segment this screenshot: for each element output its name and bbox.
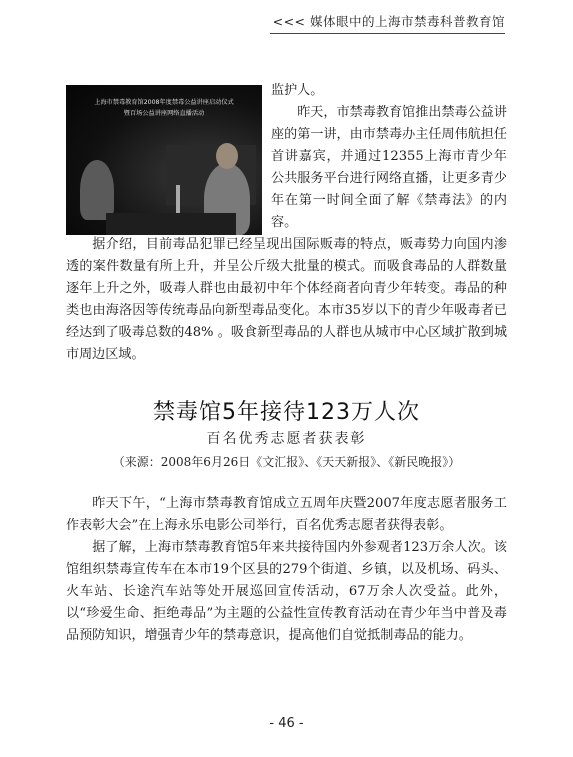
page-number: - 46 - [269,716,304,731]
article1-paragraph: 据介绍，目前毒品犯罪已经呈现出国际贩毒的特点，贩毒势力向国内渗透的案件数量有所上升，并呈公斤级大批量的模式。而吸食毒品的人群数量逐年上升之外，吸毒人群也由最初中年个体经商者向青少年转变。毒品的种类也由海洛因等传统毒品向新型毒品变化。本市35岁以下的青少年吸毒者已经达到了吸毒总数的48% 。吸食新型毒品的人群也从城市中心区域扩散到城市周边区域。 [66,237,507,362]
photo-person-left [80,160,114,220]
photo-desk [106,213,236,235]
article1-main-text [66,234,507,366]
article2-paragraph-1: 昨天下午，“上海市禁毒教育馆成立五周年庆暨2007年度志愿者服务工作表彰大会”在上海永乐电影公司举行，百名优秀志愿者获得表彰。 [66,496,507,533]
article1-side-paragraph-1: 监护人。 [271,83,324,98]
header-divider [270,33,505,34]
article2-title: 禁毒馆5年接待123万人次 [153,400,420,425]
photo-caption-line1: 上海市禁毒教育馆2008年度禁毒公益讲座启动仪式 [94,99,234,106]
article2-body [66,493,507,647]
header-title: <<< 媒体眼中的上海市禁毒科普教育馆 [272,14,505,29]
article1-side-text [271,80,507,234]
article2-paragraph-2: 据了解，上海市禁毒教育馆5年来共接待国内外参观者123万余人次。该馆组织禁毒宣传车在本市19个区县的279个街道、乡镇，以及机场、码头、火车站、长途汽车站等处开展巡回宣传活动，67万余人次受益。此外，以“珍爱生命、拒绝毒品”为主题的公益性宣传教育活动在青少年当中普及毒品预防知识，增强青少年的禁毒意识，提高他们自觉抵制毒品的能力。 [66,540,507,643]
photo-microphone [176,185,180,215]
article1-side-paragraph-2: 昨天，市禁毒教育馆推出禁毒公益讲座的第一讲，由市禁毒办主任周伟航担任首讲嘉宾，并通过12355上海市青少年公共服务平台进行网络直播，让更多青少年在第一时间全面了解《禁毒法》的内容。 [271,105,507,230]
article2-source: （来源：2008年6月26日《文汇报》、《天天新报》、《新民晚报》） [112,455,461,469]
event-photo [66,85,262,235]
photo-caption-line2: 暨百场公益讲座网络直播活动 [123,110,205,117]
article2-subtitle: 百名优秀志愿者获表彰 [206,431,367,447]
photo-speaker-head [216,143,238,169]
